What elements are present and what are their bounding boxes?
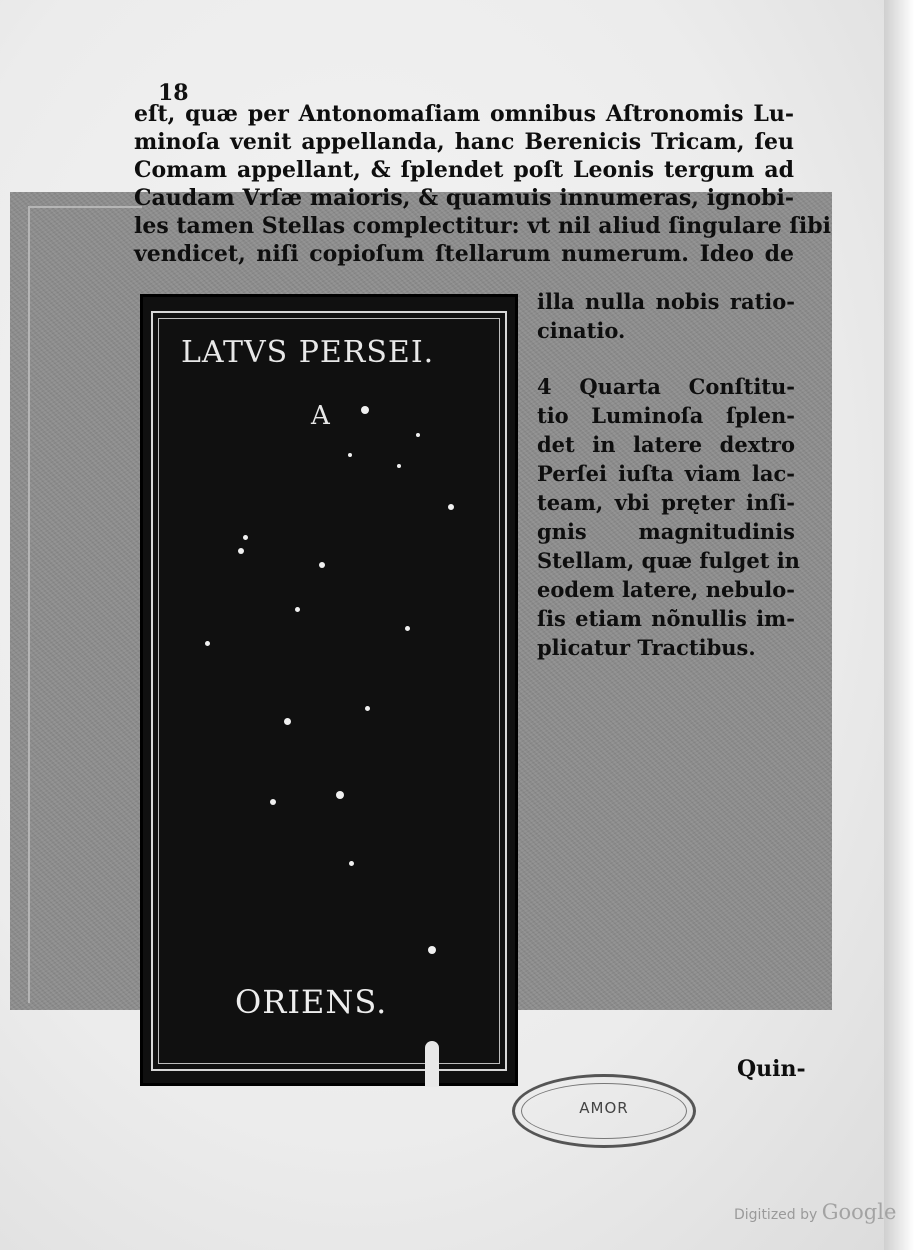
- watermark-brand: Google: [821, 1200, 897, 1224]
- star: [365, 706, 370, 711]
- body-text-top: [134, 100, 831, 268]
- catchword: Quin-: [737, 1056, 806, 1082]
- text-line: Perſei iuſta viam lac-: [537, 461, 795, 486]
- text-line: det in latere dextro: [537, 432, 795, 457]
- star: [270, 799, 276, 805]
- text-line: ſis etiam nõnullis im-: [537, 606, 795, 631]
- text-line: team, vbi pręter inſi-: [537, 490, 795, 515]
- text-line: cinatio.: [537, 318, 626, 343]
- text-line: Caudam Vrſæ maioris, & quamuis innumeras, ignobi-: [134, 185, 794, 211]
- star: [205, 641, 210, 646]
- star: [397, 464, 401, 468]
- star: [238, 548, 244, 554]
- star: [448, 504, 454, 510]
- page-edge: [884, 0, 914, 1250]
- text-line: eſt, quæ per Antonomaſiam omnibus Aſtronomis Lu-: [134, 101, 794, 127]
- star: [416, 433, 420, 437]
- text-line: plicatur Tractibus.: [537, 635, 756, 660]
- star: [336, 791, 344, 799]
- plate-notch: [425, 1041, 439, 1087]
- text-line: les tamen Stellas complectitur: vt nil aliud ſingulare ſibi: [134, 213, 831, 239]
- text-line: illa nulla nobis ratio-: [537, 289, 795, 314]
- library-stamp: [512, 1074, 696, 1148]
- plate-border-ghost: [28, 206, 142, 1003]
- text-line: tio Luminoſa ſplen-: [537, 403, 795, 428]
- star-chart-plate: [140, 294, 518, 1086]
- text-line: Stellam, quæ fulget in: [537, 548, 800, 573]
- text-line: Comam appellant, & ſplendet poſt Leonis tergum ad: [134, 157, 794, 183]
- plate-direction-label: ORIENS.: [235, 983, 388, 1021]
- text-line: vendicet, niſi copioſum ſtellarum numerum. Ideo de: [134, 241, 794, 267]
- star: [361, 406, 369, 414]
- text-line: minoſa venit appellanda, hanc Berenicis Tricam, ſeu: [134, 129, 794, 155]
- watermark-prefix: Digitized by: [734, 1207, 818, 1223]
- star: [319, 562, 325, 568]
- star: [348, 453, 352, 457]
- body-text-right-column: [537, 287, 800, 662]
- text-line: 4 Quarta Conſtitu-: [537, 374, 795, 399]
- star: [428, 946, 436, 954]
- star: [243, 535, 248, 540]
- star: [405, 626, 410, 631]
- plate-title: LATVS PERSEI.: [181, 335, 435, 370]
- paragraph-gap: [537, 345, 795, 372]
- star: [349, 861, 354, 866]
- page-number: 18: [158, 80, 189, 106]
- stamp-text: AMOR: [579, 1099, 629, 1117]
- star: [284, 718, 291, 725]
- text-line: eodem latere, nebulo-: [537, 577, 795, 602]
- star: [295, 607, 300, 612]
- text-line: gnis magnitudinis: [537, 519, 795, 544]
- star-letter-label: A: [311, 401, 330, 431]
- digitization-watermark: [734, 1200, 896, 1224]
